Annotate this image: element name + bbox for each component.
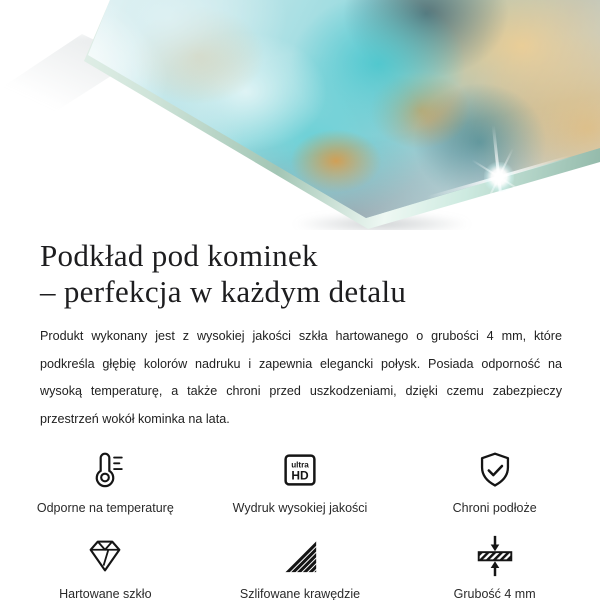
thermometer-icon (82, 447, 128, 493)
feature-item-protects-floor (397, 447, 592, 515)
features-grid (0, 447, 600, 600)
feature-item-temperature (8, 447, 203, 515)
feature-label: Wydruk wysokiej jakości (232, 501, 368, 515)
thickness-icon (472, 533, 518, 579)
ultra-text: ultra (291, 460, 309, 470)
feature-item-polished-edges (203, 533, 398, 600)
shield-check-icon (472, 447, 518, 493)
diamond-icon (82, 533, 128, 579)
feature-item-thickness (397, 533, 592, 600)
page-title-line2: – perfekcja w każdym detalu (40, 274, 407, 309)
page-title-line1: Podkład pod kominek (40, 238, 318, 273)
product-image (0, 0, 600, 230)
polished-edges-icon (277, 533, 323, 579)
feature-item-tempered-glass (8, 533, 203, 600)
feature-label: Chroni podłoże (452, 501, 537, 515)
feature-label: Grubość 4 mm (453, 587, 536, 600)
feature-item-print-quality (203, 447, 398, 515)
ultra-hd-icon (277, 447, 323, 493)
feature-label: Odporne na temperaturę (36, 501, 174, 515)
feature-label: Hartowane szkło (59, 587, 152, 600)
glass-panel-artwork (0, 0, 600, 230)
page-title (40, 238, 560, 310)
feature-label: Szlifowane krawędzie (239, 587, 361, 600)
hd-text: HD (291, 468, 309, 483)
product-description: Produkt wykonany jest z wysokiej jakości szkła hartowanego o grubości 4 mm, które podkreśla głębię kolorów nadruku i zapewnia elegancki połysk. Posiada odporność na wysoką temperaturę, a także chroni przed uszkodzeniami, dzięki czemu zabezpieczy przestrzeń wokół kominka na lata. (40, 329, 562, 426)
